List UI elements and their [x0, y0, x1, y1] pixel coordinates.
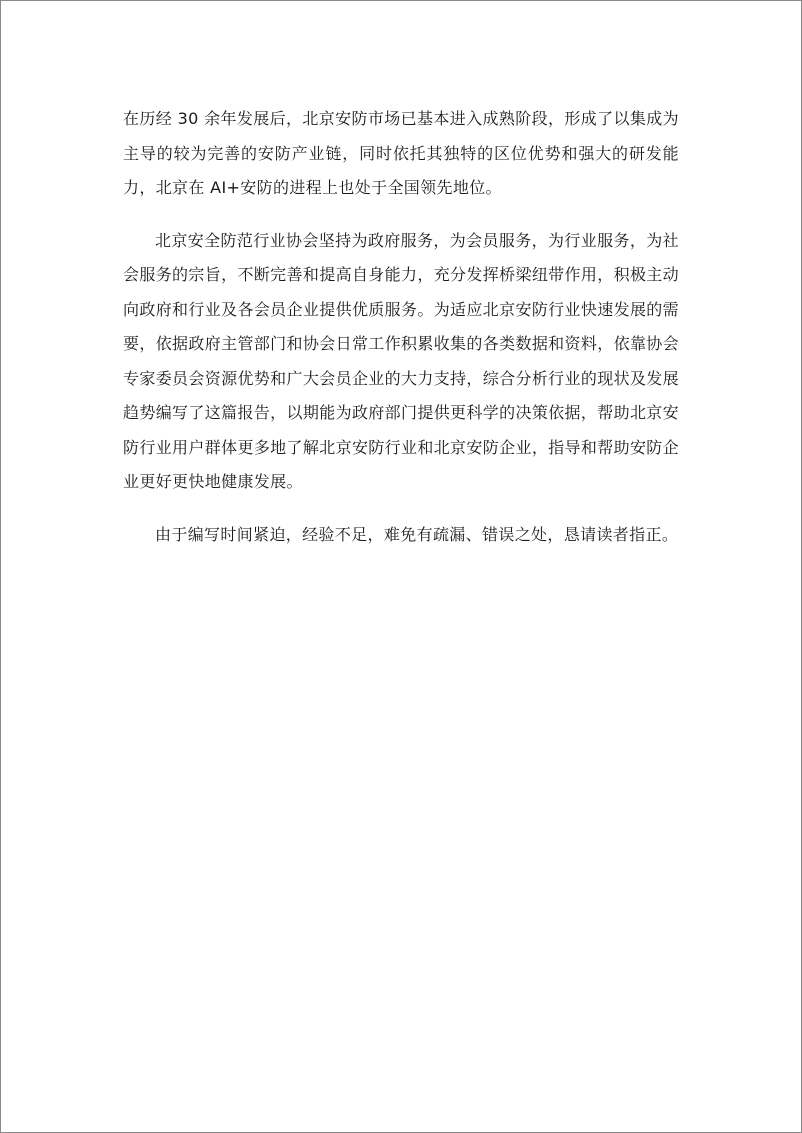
- paragraph-3: 由于编写时间紧迫，经验不足，难免有疏漏、错误之处，恳请读者指正。: [155, 524, 679, 544]
- paragraph-1: 在历经 30 余年发展后，北京安防市场已基本进入成熟阶段，形成了以集成为主导的较为完善的安防产业链，同时依托其独特的区位优势和强大的研发能力，北京在 AI+安防的进程上也处于全国领先地位。: [123, 109, 679, 197]
- paragraph-2: 北京安全防范行业协会坚持为政府服务，为会员服务，为行业服务，为社会服务的宗旨，不断完善和提高自身能力，充分发挥桥梁纽带作用，积极主动向政府和行业及各会员企业提供优质服务。为适应北京安防行业快速发展的需要，依据政府主管部门和协会日常工作积累收集的各类数据和资料，依靠协会专家委员会资源优势和广大会员企业的大力支持，综合分析行业的现状及发展趋势编写了这篇报告，以期能为政府部门提供更科学的决策依据，帮助北京安防行业用户群体更多地了解北京安防行业和北京安防企业，指导和帮助安防企业更好更快地健康发展。: [123, 230, 679, 491]
- document-body: [123, 102, 679, 570]
